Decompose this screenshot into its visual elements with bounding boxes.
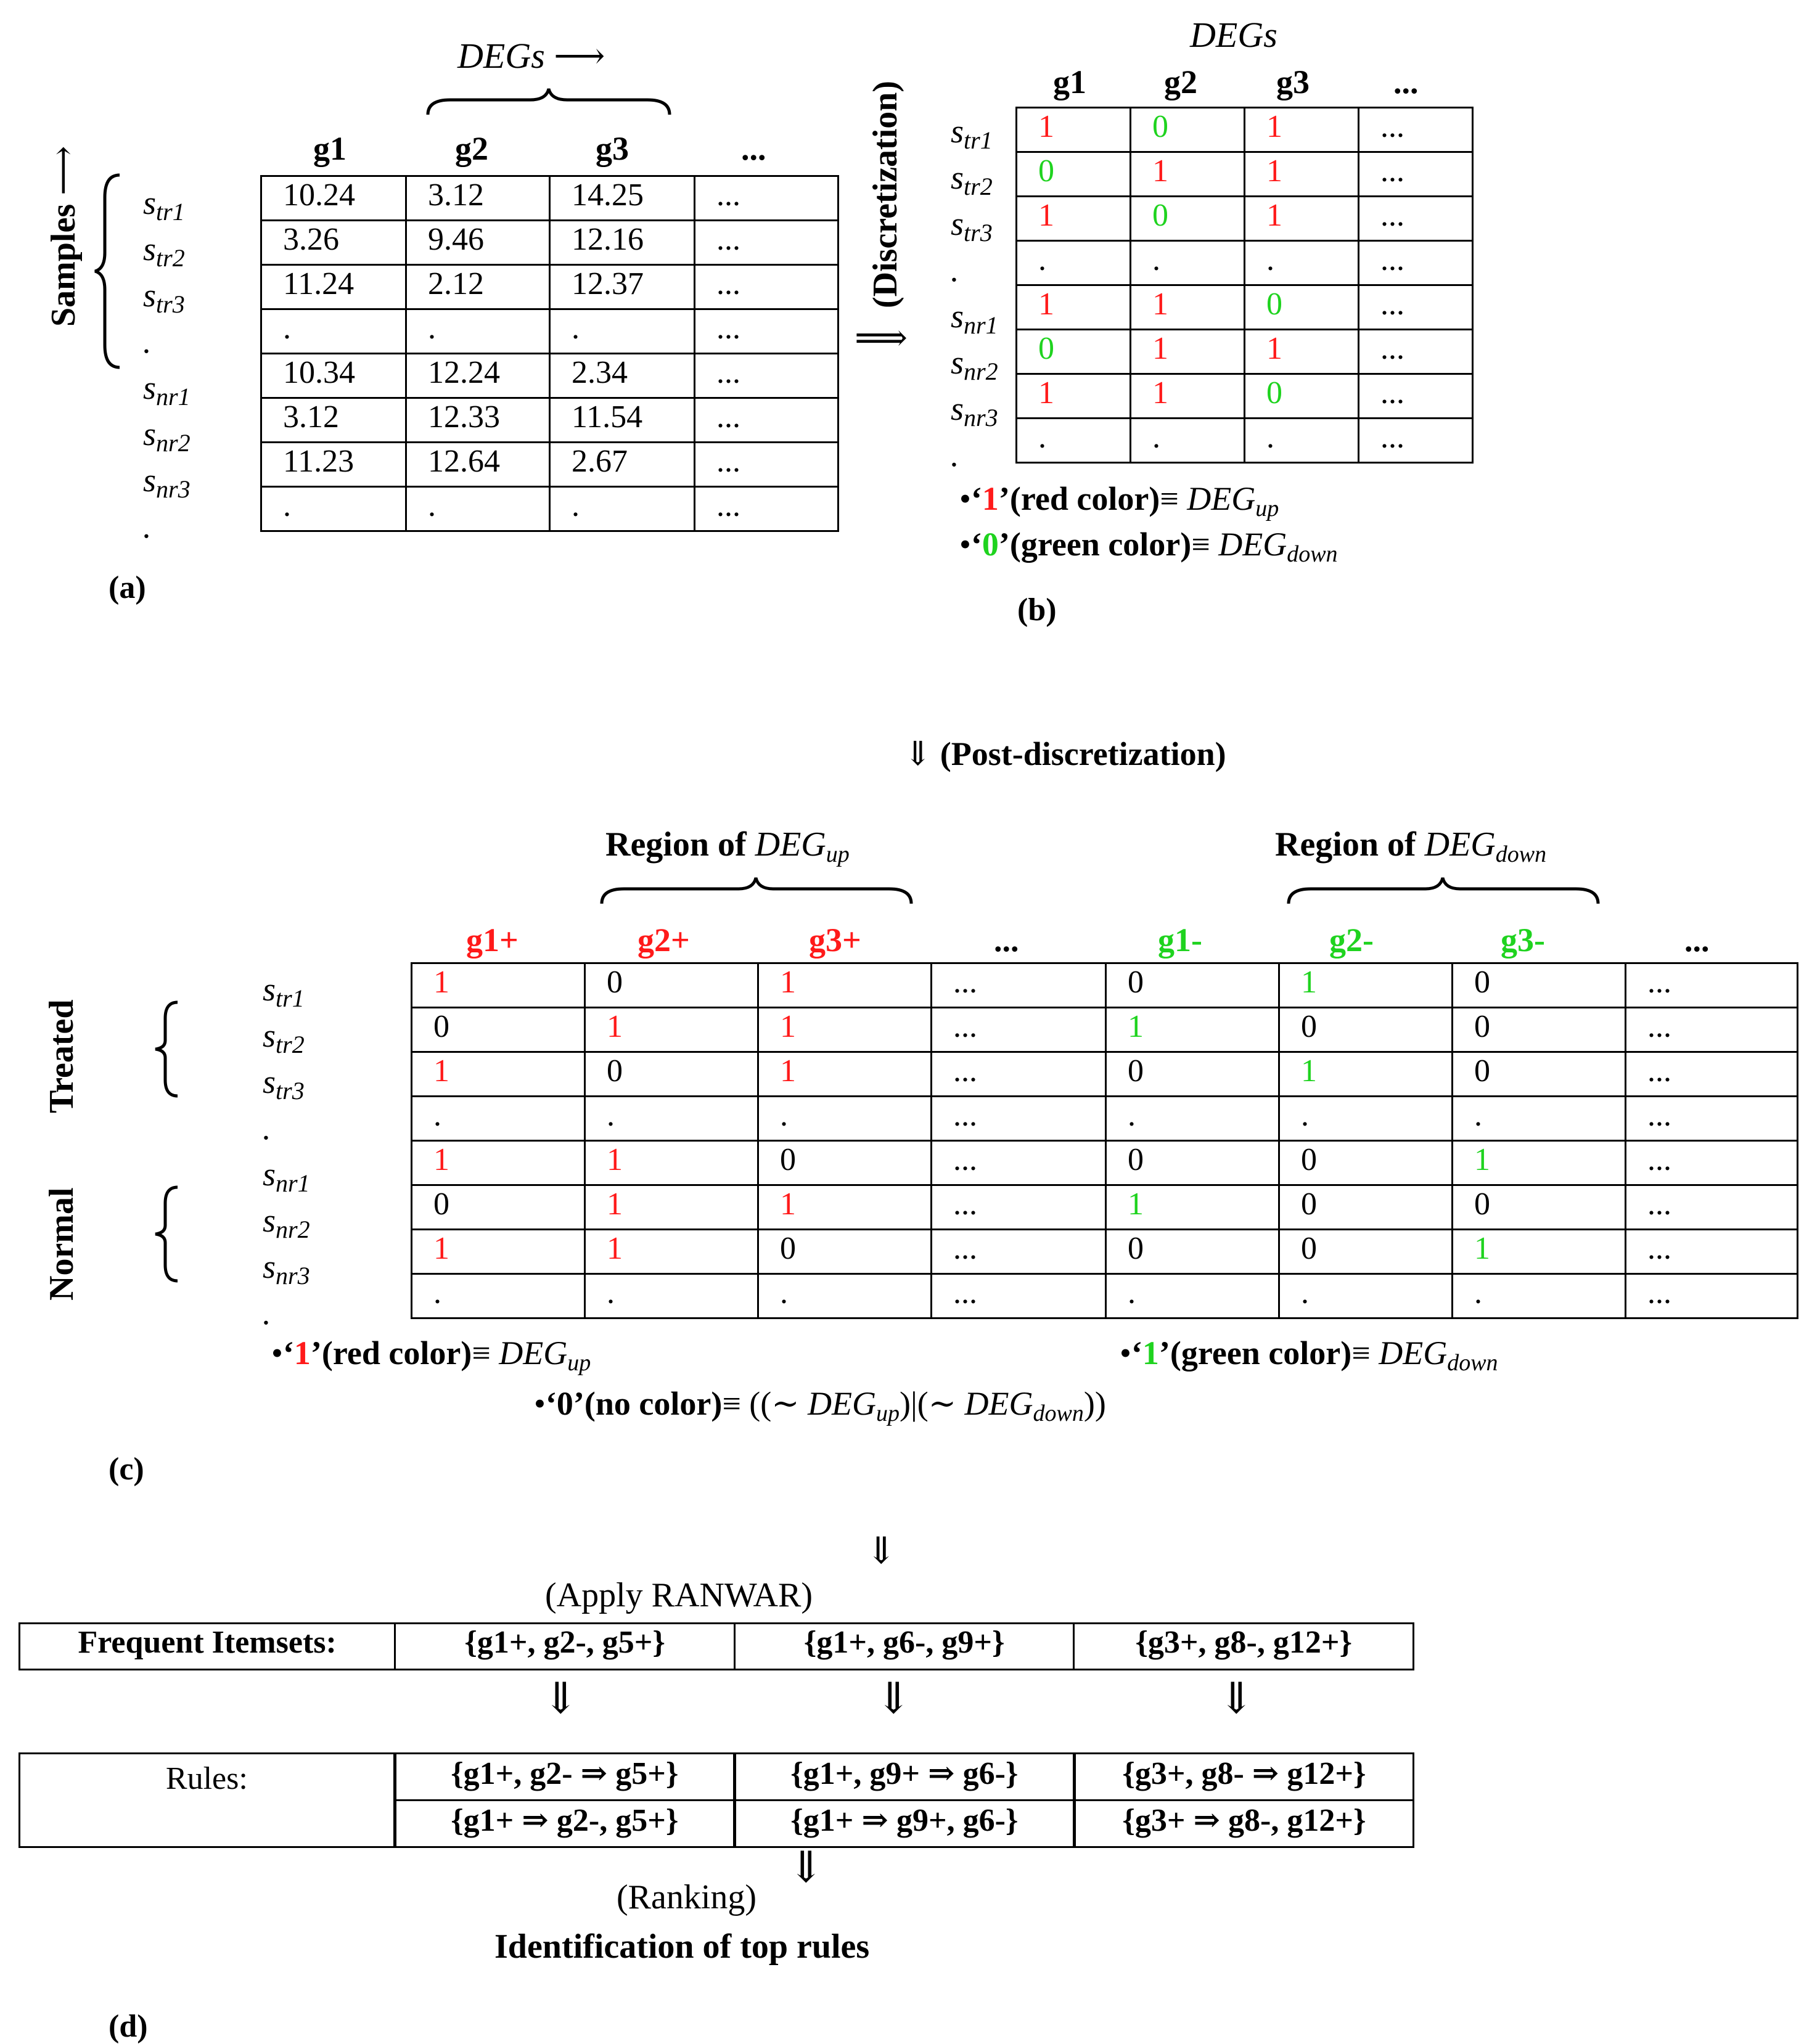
itemset-3: {g3+, g8-, g12+} (1074, 1624, 1414, 1670)
panel-b-column-header: ... (1393, 63, 1419, 100)
panel-b-cell: 1 (1017, 108, 1131, 152)
panel-a-column-header: ... (741, 130, 766, 167)
panel-c-cell: ... (1626, 1141, 1798, 1185)
panel-c-cell: 0 (585, 1052, 758, 1097)
panel-b-cell: 0 (1245, 374, 1359, 419)
panel-a-cell: 11.24 (261, 265, 406, 309)
panel-a-row-label-base: s (143, 369, 157, 406)
panel-b-row (1017, 152, 1473, 197)
panel-a-row-label-base: . (143, 323, 152, 360)
rule-1a: {g1+, g2- ⇒ g5+} (395, 1754, 734, 1801)
panel-c-row-label-base: s (263, 1017, 276, 1054)
panel-c-legend-up: •‘1’(red color)≡ $DEG_{up}$ (271, 1335, 591, 1376)
panel-c-row-label-sub: tr1 (276, 984, 305, 1012)
panel-c-cell: . (412, 1097, 585, 1141)
itemset-2-arrow: ⇓ (875, 1675, 912, 1723)
panel-b-row-label-base: s (951, 113, 964, 150)
panel-b-top-label: DEGs (1190, 15, 1277, 55)
panel-b-row-label-base: . (951, 436, 959, 473)
apply-ranwar-label: (Apply RANWAR) (545, 1576, 813, 1614)
panel-c-cell: 1 (412, 1141, 585, 1185)
rule-3a: {g3+, g8- ⇒ g12+} (1074, 1754, 1413, 1801)
panel-c-cell: 1 (758, 1052, 932, 1097)
panel-a-row (261, 221, 838, 265)
panel-c-cell: 0 (758, 1141, 932, 1185)
itemset-1: {g1+, g2-, g5+} (395, 1624, 735, 1670)
panel-a-cell: 2.34 (550, 354, 695, 398)
panel-c-cell: 0 (1279, 1008, 1453, 1052)
panel-c-cell: 0 (1279, 1230, 1453, 1274)
panel-b-row-label-sub: nr1 (964, 311, 998, 339)
panel-a-row-label-base: . (143, 508, 152, 545)
panel-a-cell: 10.24 (261, 176, 406, 221)
panel-b-cell: 1 (1245, 197, 1359, 241)
panel-a-cell: . (261, 487, 406, 531)
panel-a-row (261, 398, 838, 443)
panel-a-row (261, 354, 838, 398)
panel-a-row-label-sub: tr1 (156, 198, 185, 226)
panel-a-row-label (143, 417, 191, 456)
panel-b-row-label (951, 115, 993, 153)
panel-c-cell: 1 (1279, 963, 1453, 1008)
panel-c-row (412, 1185, 1798, 1230)
panel-a-expression-table (260, 175, 839, 532)
panel-a-column-header: g3 (596, 130, 629, 167)
panel-b-row-label (951, 346, 998, 384)
panel-a-top-label: DEGs ⟶ (457, 36, 605, 76)
panel-a-cell: 12.24 (406, 354, 550, 398)
panel-c-cell: . (585, 1097, 758, 1141)
panel-b-row-label (951, 207, 993, 245)
panel-c-row-label-base: s (263, 1063, 276, 1100)
panel-c-row-label (263, 1065, 305, 1103)
panel-c-column-header: g1+ (466, 922, 519, 959)
panel-a-row (261, 309, 838, 354)
panel-b-cell: ... (1359, 374, 1473, 419)
region-down-brace (1286, 875, 1601, 906)
panel-a-cell: 11.23 (261, 443, 406, 487)
panel-a-row-label-sub: nr2 (156, 429, 191, 457)
post-discretization-arrow: ⇓ (904, 735, 932, 772)
panel-b-row-label (951, 438, 959, 472)
panel-a-cell: 12.16 (550, 221, 695, 265)
panel-b-cell: ... (1359, 241, 1473, 285)
panel-c-cell: . (758, 1097, 932, 1141)
panel-c-row-label (263, 1019, 305, 1057)
panel-b-cell: 1 (1131, 285, 1245, 330)
panel-c-row-label (263, 1250, 310, 1288)
panel-c-cell: . (1453, 1274, 1626, 1318)
panel-c-cell: 0 (1453, 1008, 1626, 1052)
panel-b-binary-table (1015, 107, 1474, 464)
panel-b-row-label-base: . (951, 251, 959, 288)
panel-a-cell: ... (695, 265, 838, 309)
panel-b-cell: 1 (1017, 374, 1131, 419)
panel-c-cell: 1 (585, 1230, 758, 1274)
panel-c-cell: ... (1626, 963, 1798, 1008)
itemsets-header: Frequent Itemsets: (20, 1624, 395, 1670)
panel-c-cell: ... (932, 1097, 1106, 1141)
panel-a-row-label-sub: tr3 (156, 290, 185, 318)
panel-c-cell: ... (1626, 1097, 1798, 1141)
panel-a-row-label (143, 279, 185, 317)
panel-c-cell: 0 (1453, 1185, 1626, 1230)
panel-c-row-label (263, 1204, 310, 1242)
panel-a-cell: 14.25 (550, 176, 695, 221)
panel-b-row (1017, 330, 1473, 374)
panel-b-column-header: g1 (1053, 63, 1086, 100)
panel-b-cell: . (1131, 241, 1245, 285)
panel-c-row-label (263, 973, 305, 1011)
panel-c-row (412, 1097, 1798, 1141)
normal-brace (153, 1185, 180, 1283)
panel-b-cell: 1 (1017, 197, 1131, 241)
panel-b-cell: 1 (1131, 374, 1245, 419)
panel-c-cell: ... (932, 1008, 1106, 1052)
panel-a-cell: 3.26 (261, 221, 406, 265)
panel-a-row-label-sub: tr2 (156, 244, 185, 272)
panel-b-column-header: g2 (1164, 63, 1197, 100)
panel-a-column-header: g1 (313, 130, 346, 167)
panel-b-cell: . (1131, 419, 1245, 463)
rule-2b: {g1+ ⇒ g9+, g6-} (734, 1801, 1074, 1847)
panel-c-cell: 0 (1453, 963, 1626, 1008)
panel-a-row (261, 487, 838, 531)
panel-a-cell: ... (695, 221, 838, 265)
panel-c-row-label-base: s (263, 971, 276, 1008)
panel-a-cell: 10.34 (261, 354, 406, 398)
panel-c-cell: 1 (412, 1230, 585, 1274)
panel-c-cell: 0 (412, 1185, 585, 1230)
frequent-itemsets-table (18, 1622, 1414, 1670)
group-treated-label: Treated (43, 999, 81, 1113)
panel-b-cell: . (1245, 419, 1359, 463)
panel-a-row-label-sub: nr1 (156, 383, 191, 411)
ranking-arrow: ⇓ (788, 1844, 824, 1892)
panel-c-cell: ... (932, 963, 1106, 1008)
panel-b-cell: 0 (1131, 108, 1245, 152)
panel-a-cell: ... (695, 176, 838, 221)
region-down-label: Region of $DEG_{down}$ (1275, 825, 1547, 867)
panel-a-row-label-base: s (143, 277, 157, 314)
panel-b-cell: 0 (1017, 330, 1131, 374)
panel-c-row (412, 1052, 1798, 1097)
panel-b-cell: 1 (1245, 152, 1359, 197)
panel-c-column-header: g2+ (638, 922, 690, 959)
panel-c-caption: (c) (109, 1452, 144, 1487)
panel-b-cell: ... (1359, 197, 1473, 241)
panel-b-cell: 0 (1131, 197, 1245, 241)
discretization-arrow: ⟹ (855, 317, 908, 358)
panel-b-cell: . (1245, 241, 1359, 285)
panel-c-row-label-sub: nr3 (276, 1262, 310, 1290)
panel-c-cell: 1 (1106, 1008, 1279, 1052)
panel-c-cell: 1 (1453, 1230, 1626, 1274)
panel-c-cell: ... (932, 1141, 1106, 1185)
panel-a-cell: . (550, 487, 695, 531)
panel-c-cell: 0 (1106, 1230, 1279, 1274)
panel-c-row-label-base: s (263, 1156, 276, 1193)
panel-c-cell: 0 (1106, 963, 1279, 1008)
panel-a-cell: . (550, 309, 695, 354)
ranking-label: (Ranking) (617, 1878, 757, 1916)
panel-b-cell: 1 (1131, 330, 1245, 374)
panel-b-cell: 0 (1017, 152, 1131, 197)
region-up-brace (599, 875, 914, 906)
panel-c-cell: 1 (1453, 1141, 1626, 1185)
panel-a-cell: 11.54 (550, 398, 695, 443)
panel-c-row-label-sub: nr1 (276, 1169, 310, 1197)
panel-a-cell: ... (695, 309, 838, 354)
rule-2a: {g1+, g9+ ⇒ g6-} (734, 1754, 1074, 1801)
panel-b-row-label-base: s (951, 390, 964, 427)
panel-c-cell: ... (932, 1230, 1106, 1274)
panel-a-cell: . (406, 487, 550, 531)
panel-c-cell: 0 (412, 1008, 585, 1052)
panel-b-row (1017, 108, 1473, 152)
panel-a-cell: 3.12 (406, 176, 550, 221)
panel-b-cell: 1 (1017, 285, 1131, 330)
panel-c-row-label (263, 1111, 271, 1145)
post-discretization-row (904, 737, 1226, 771)
panel-a-cell: ... (695, 487, 838, 531)
panel-c-cell: 1 (758, 963, 932, 1008)
panel-c-cell: ... (1626, 1274, 1798, 1318)
panel-b-cell: ... (1359, 330, 1473, 374)
rule-3b: {g3+ ⇒ g8-, g12+} (1074, 1801, 1413, 1847)
panel-c-cell: . (758, 1274, 932, 1318)
panel-c-legend-down: •‘1’(green color)≡ $DEG_{down}$ (1120, 1335, 1498, 1376)
panel-a-top-brace (425, 86, 672, 117)
itemset-3-arrow: ⇓ (1218, 1675, 1255, 1723)
panel-c-row (412, 1230, 1798, 1274)
panel-c-region-table (411, 962, 1798, 1319)
rules-table (18, 1752, 1414, 1848)
panel-c-row (412, 1008, 1798, 1052)
panel-c-cell: 1 (585, 1185, 758, 1230)
panel-c-cell: 0 (758, 1230, 932, 1274)
panel-c-column-header: ... (994, 922, 1019, 959)
panel-a-cell: ... (695, 443, 838, 487)
panel-c-cell: . (412, 1274, 585, 1318)
panel-b-row-label-sub: tr2 (964, 173, 993, 200)
panel-b-row (1017, 197, 1473, 241)
panel-c-cell: ... (1626, 1230, 1798, 1274)
panel-b-cell: . (1017, 419, 1131, 463)
panel-c-cell: . (1279, 1274, 1453, 1318)
apply-ranwar-arrow: ⇓ (866, 1531, 897, 1571)
panel-b-legend-up: •‘1’(red color)≡ $DEG_{up}$ (959, 480, 1279, 521)
panel-a-row-label (143, 371, 191, 409)
panel-b-cell: ... (1359, 285, 1473, 330)
panel-c-column-header: g1- (1158, 922, 1202, 959)
panel-a-row-label (143, 232, 185, 271)
panel-b-row-label (951, 392, 998, 430)
panel-a-row-label (143, 325, 152, 358)
itemset-2: {g1+, g6-, g9+} (734, 1624, 1074, 1670)
panel-b-cell: 1 (1245, 330, 1359, 374)
panel-c-row-label-base: . (263, 1110, 271, 1147)
panel-a-column-header: g2 (455, 130, 488, 167)
panel-c-row (412, 963, 1798, 1008)
panel-c-cell: 1 (758, 1008, 932, 1052)
panel-a-row-label (143, 464, 191, 502)
panel-c-row-label-base: . (263, 1294, 271, 1331)
panel-a-row-label-base: s (143, 415, 157, 452)
panel-c-cell: 0 (1106, 1141, 1279, 1185)
panel-c-cell: 1 (1279, 1052, 1453, 1097)
panel-c-cell: ... (932, 1052, 1106, 1097)
region-up-label: Region of $DEG_{up}$ (605, 825, 850, 867)
panel-a-cell: . (261, 309, 406, 354)
discretization-label: (Discretization) (866, 80, 904, 308)
panel-c-cell: ... (932, 1274, 1106, 1318)
panel-c-column-header: ... (1684, 922, 1710, 959)
panel-b-cell: 1 (1131, 152, 1245, 197)
panel-c-cell: . (1106, 1097, 1279, 1141)
panel-c-cell: 0 (1106, 1052, 1279, 1097)
panel-c-cell: ... (1626, 1052, 1798, 1097)
rules-header: Rules: (20, 1754, 395, 1847)
panel-a-row (261, 265, 838, 309)
panel-b-caption: (b) (1017, 592, 1057, 628)
panel-b-row-label-base: s (951, 344, 964, 381)
panel-c-legend-zero: •‘0’(no color)≡ ((∼ $DEG_{up})|(\sim$ $DEG_{down}$)) (534, 1385, 1106, 1426)
panel-c-row-label-sub: tr3 (276, 1077, 305, 1105)
panel-b-cell: ... (1359, 419, 1473, 463)
top-rules-label: Identification of top rules (494, 1927, 870, 1966)
panel-c-cell: 0 (585, 963, 758, 1008)
panel-c-row-label (263, 1296, 271, 1330)
panel-c-row-label-base: s (263, 1248, 276, 1285)
panel-b-cell: 1 (1245, 108, 1359, 152)
panel-c-cell: 1 (412, 1052, 585, 1097)
panel-c-row-label (263, 1158, 310, 1196)
panel-b-cell: . (1017, 241, 1131, 285)
panel-b-row-label (951, 161, 993, 199)
panel-a-row-label (143, 186, 185, 224)
panel-b-row-label-base: s (951, 205, 964, 242)
panel-c-cell: ... (1626, 1185, 1798, 1230)
panel-b-row-label (951, 253, 959, 287)
panel-c-cell: 0 (1279, 1185, 1453, 1230)
panel-a-row-label (143, 510, 152, 543)
rule-1b: {g1+ ⇒ g2-, g5+} (395, 1801, 734, 1847)
panel-b-row (1017, 241, 1473, 285)
panel-a-cell: 9.46 (406, 221, 550, 265)
panel-a-cell: ... (695, 398, 838, 443)
panel-a-row-label-sub: nr3 (156, 475, 191, 503)
panel-b-cell: ... (1359, 152, 1473, 197)
panel-a-row (261, 443, 838, 487)
panel-c-cell: 1 (758, 1185, 932, 1230)
panel-c-cell: 0 (1453, 1052, 1626, 1097)
panel-b-row-label-base: s (951, 298, 964, 335)
panel-b-cell: 0 (1245, 285, 1359, 330)
panel-c-cell: . (1106, 1274, 1279, 1318)
panel-c-cell: 1 (1106, 1185, 1279, 1230)
panel-c-cell: 1 (585, 1141, 758, 1185)
panel-c-row-label-base: s (263, 1202, 276, 1239)
panel-b-row (1017, 285, 1473, 330)
panel-c-cell: . (1279, 1097, 1453, 1141)
panel-a-caption: (a) (109, 570, 146, 605)
itemset-1-arrow: ⇓ (543, 1675, 579, 1723)
treated-brace (153, 1000, 180, 1098)
panel-c-row (412, 1141, 1798, 1185)
panel-a-cell: 3.12 (261, 398, 406, 443)
panel-b-row-label-base: s (951, 159, 964, 196)
panel-a-row (261, 176, 838, 221)
panel-a-cell: 2.67 (550, 443, 695, 487)
panel-b-cell: ... (1359, 108, 1473, 152)
panel-b-row (1017, 374, 1473, 419)
panel-c-cell: . (585, 1274, 758, 1318)
panel-a-cell: 2.12 (406, 265, 550, 309)
panel-d-caption: (d) (109, 2009, 148, 2044)
panel-a-cell: ... (695, 354, 838, 398)
panel-a-side-brace (92, 173, 123, 370)
panel-b-row-label-sub: tr1 (964, 126, 993, 154)
panel-c-row-label-sub: nr2 (276, 1216, 310, 1243)
panel-a-side-label: Samples ⟶ (44, 145, 83, 327)
group-normal-label: Normal (43, 1187, 81, 1301)
panel-a-cell: 12.64 (406, 443, 550, 487)
panel-a-cell: . (406, 309, 550, 354)
panel-c-cell: 0 (1279, 1141, 1453, 1185)
panel-a-row-label-base: s (143, 462, 157, 499)
panel-b-row-label-sub: tr3 (964, 219, 993, 247)
panel-c-cell: 1 (585, 1008, 758, 1052)
panel-c-column-header: g3- (1501, 922, 1545, 959)
post-discretization-label: (Post-discretization) (940, 735, 1226, 772)
panel-c-cell: ... (1626, 1008, 1798, 1052)
panel-b-row-label (951, 300, 998, 338)
panel-b-row-label-sub: nr3 (964, 404, 998, 431)
panel-b-legend-down: •‘0’(green color)≡ $DEG_{down}$ (959, 526, 1338, 567)
panel-a-cell: 12.37 (550, 265, 695, 309)
panel-a-row-label-base: s (143, 184, 157, 221)
panel-b-row (1017, 419, 1473, 463)
panel-c-column-header: g2- (1329, 922, 1374, 959)
panel-a-cell: 12.33 (406, 398, 550, 443)
panel-c-row-label-sub: tr2 (276, 1031, 305, 1058)
panel-b-column-header: g3 (1276, 63, 1310, 100)
panel-c-cell: 1 (412, 963, 585, 1008)
panel-a-row-label-base: s (143, 231, 157, 268)
panel-c-cell: . (1453, 1097, 1626, 1141)
panel-b-row-label-sub: nr2 (964, 358, 998, 385)
panel-c-cell: ... (932, 1185, 1106, 1230)
panel-c-row (412, 1274, 1798, 1318)
panel-c-column-header: g3+ (809, 922, 861, 959)
